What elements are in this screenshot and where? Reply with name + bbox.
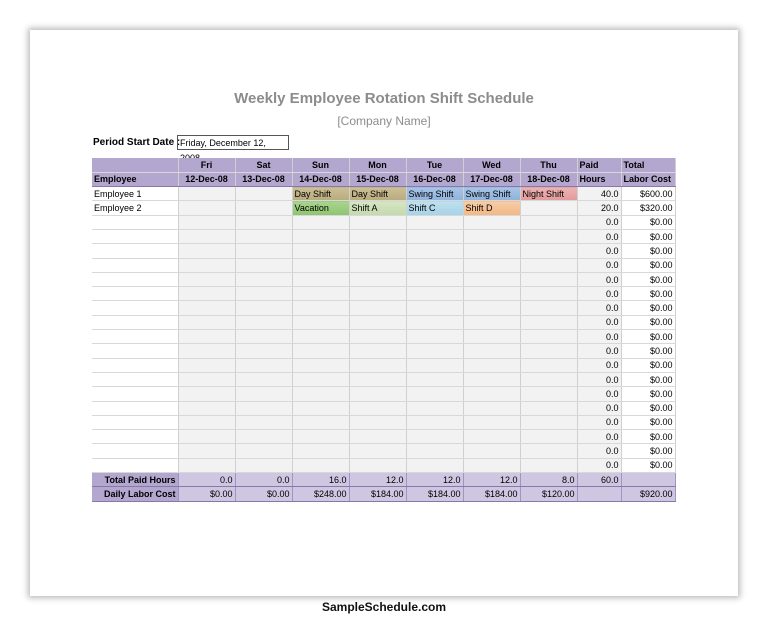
labor-cost-cell[interactable]: $0.00 <box>621 215 675 229</box>
shift-cell[interactable] <box>520 215 577 229</box>
shift-cell[interactable] <box>406 287 463 301</box>
shift-cell[interactable] <box>349 258 406 272</box>
shift-cell[interactable] <box>235 401 292 415</box>
shift-cell[interactable]: Day Shift <box>292 187 349 201</box>
labor-cost-cell[interactable]: $0.00 <box>621 444 675 458</box>
shift-cell[interactable]: Vacation <box>292 201 349 215</box>
shift-cell[interactable] <box>406 358 463 372</box>
paid-hours-cell[interactable]: 20.0 <box>577 201 621 215</box>
paid-hours-cell[interactable]: 0.0 <box>577 258 621 272</box>
shift-cell[interactable] <box>178 258 235 272</box>
shift-cell[interactable] <box>406 315 463 329</box>
shift-cell[interactable] <box>463 244 520 258</box>
date-header: 17-Dec-08 <box>463 172 520 186</box>
shift-cell[interactable] <box>178 330 235 344</box>
shift-cell[interactable] <box>406 301 463 315</box>
shift-cell[interactable] <box>520 258 577 272</box>
schedule-rows <box>92 187 675 473</box>
employee-name-cell[interactable] <box>92 215 178 229</box>
shift-cell[interactable] <box>349 315 406 329</box>
shift-cell[interactable] <box>463 215 520 229</box>
company-name: [Company Name] <box>337 114 431 128</box>
shift-cell[interactable] <box>178 201 235 215</box>
shift-cell[interactable] <box>178 344 235 358</box>
shift-cell[interactable] <box>178 401 235 415</box>
shift-cell[interactable] <box>178 458 235 472</box>
shift-cell[interactable] <box>292 430 349 444</box>
paid-hours-cell[interactable]: 0.0 <box>577 444 621 458</box>
employee-name-cell[interactable] <box>92 415 178 429</box>
shift-cell[interactable] <box>349 229 406 243</box>
table-row <box>92 458 675 472</box>
shift-cell[interactable] <box>520 344 577 358</box>
shift-cell[interactable] <box>292 358 349 372</box>
shift-cell[interactable] <box>178 215 235 229</box>
daily-cost-cell[interactable]: $184.00 <box>349 487 406 501</box>
shift-cell[interactable] <box>406 458 463 472</box>
date-header: 16-Dec-08 <box>406 172 463 186</box>
day-header: Fri <box>178 158 235 172</box>
schedule-table <box>92 158 676 502</box>
daily-cost-cell[interactable]: $184.00 <box>463 487 520 501</box>
daily-hours-cell[interactable]: 12.0 <box>406 473 463 487</box>
shift-cell[interactable] <box>235 430 292 444</box>
shift-cell[interactable] <box>349 430 406 444</box>
shift-cell[interactable] <box>406 258 463 272</box>
date-header: 13-Dec-08 <box>235 172 292 186</box>
shift-cell[interactable] <box>178 415 235 429</box>
period-start-label: Period Start Date : <box>93 137 181 148</box>
shift-cell[interactable] <box>406 215 463 229</box>
total-paid-hours-row <box>92 473 675 487</box>
daily-hours-cell[interactable]: 0.0 <box>235 473 292 487</box>
shift-cell[interactable] <box>463 458 520 472</box>
shift-cell[interactable] <box>520 387 577 401</box>
shift-cell[interactable] <box>406 344 463 358</box>
shift-cell[interactable] <box>235 458 292 472</box>
date-header: 18-Dec-08 <box>520 172 577 186</box>
table-row <box>92 287 675 301</box>
total-cost-cell[interactable]: $920.00 <box>621 487 675 501</box>
shift-cell[interactable] <box>178 301 235 315</box>
total-hours-cell[interactable]: 60.0 <box>577 473 621 487</box>
shift-cell[interactable] <box>406 244 463 258</box>
shift-cell[interactable] <box>463 344 520 358</box>
table-row <box>92 387 675 401</box>
shift-cell[interactable] <box>520 287 577 301</box>
paid-hours-cell[interactable]: 0.0 <box>577 415 621 429</box>
employee-header: Employee <box>92 172 178 186</box>
paid-hours-cell[interactable]: 0.0 <box>577 272 621 286</box>
table-row <box>92 415 675 429</box>
shift-cell[interactable] <box>406 272 463 286</box>
labor-cost-cell[interactable]: $0.00 <box>621 372 675 386</box>
shift-cell[interactable] <box>235 229 292 243</box>
table-row <box>92 215 675 229</box>
paid-hours-cell[interactable]: 0.0 <box>577 387 621 401</box>
shift-cell[interactable]: Shift C <box>406 201 463 215</box>
shift-cell[interactable] <box>235 258 292 272</box>
table-row <box>92 244 675 258</box>
shift-cell[interactable] <box>349 415 406 429</box>
employee-name-cell[interactable] <box>92 372 178 386</box>
shift-cell[interactable]: Night Shift <box>520 187 577 201</box>
shift-cell[interactable] <box>235 344 292 358</box>
paid-hours-cell[interactable]: 0.0 <box>577 458 621 472</box>
paid-hours-cell[interactable]: 0.0 <box>577 229 621 243</box>
labor-cost-cell[interactable]: $0.00 <box>621 229 675 243</box>
paid-hours-cell[interactable]: 0.0 <box>577 358 621 372</box>
shift-cell[interactable] <box>292 272 349 286</box>
labor-cost-cell[interactable]: $320.00 <box>621 201 675 215</box>
shift-cell[interactable] <box>235 315 292 329</box>
shift-cell[interactable] <box>520 458 577 472</box>
shift-cell[interactable] <box>178 244 235 258</box>
shift-cell[interactable] <box>406 372 463 386</box>
shift-cell[interactable]: Swing Shift <box>463 187 520 201</box>
employee-name-cell[interactable] <box>92 229 178 243</box>
shift-cell[interactable] <box>406 415 463 429</box>
employee-name-cell[interactable] <box>92 458 178 472</box>
shift-cell[interactable] <box>292 444 349 458</box>
employee-name-cell[interactable] <box>92 287 178 301</box>
table-row <box>92 330 675 344</box>
daily-labor-cost-row <box>92 487 675 501</box>
daily-hours-cell[interactable]: 0.0 <box>178 473 235 487</box>
shift-cell[interactable] <box>349 387 406 401</box>
day-header: Tue <box>406 158 463 172</box>
shift-cell[interactable] <box>235 444 292 458</box>
shift-cell[interactable] <box>292 387 349 401</box>
shift-cell[interactable] <box>349 330 406 344</box>
table-row <box>92 258 675 272</box>
shift-cell[interactable] <box>406 444 463 458</box>
labor-cost-cell[interactable]: $0.00 <box>621 330 675 344</box>
paid-hours-cell[interactable]: 0.0 <box>577 315 621 329</box>
paid-hours-cell[interactable]: 0.0 <box>577 344 621 358</box>
daily-cost-cell[interactable]: $184.00 <box>406 487 463 501</box>
employee-header-blank <box>92 158 178 172</box>
shift-cell[interactable] <box>235 215 292 229</box>
shift-cell[interactable] <box>292 344 349 358</box>
shift-cell[interactable] <box>463 401 520 415</box>
table-row <box>92 201 675 215</box>
labor-cost-cell[interactable]: $0.00 <box>621 315 675 329</box>
paid-hours-cell[interactable]: 0.0 <box>577 401 621 415</box>
shift-cell[interactable] <box>349 301 406 315</box>
shift-cell[interactable] <box>463 387 520 401</box>
shift-cell[interactable] <box>235 244 292 258</box>
shift-cell[interactable] <box>178 430 235 444</box>
labor-cost-cell[interactable]: $0.00 <box>621 287 675 301</box>
labor-cost-cell[interactable]: $0.00 <box>621 301 675 315</box>
schedule-title: Weekly Employee Rotation Shift Schedule <box>234 90 534 107</box>
paid-hours-cell[interactable]: 0.0 <box>577 287 621 301</box>
shift-cell[interactable] <box>463 287 520 301</box>
shift-cell[interactable] <box>463 330 520 344</box>
shift-cell[interactable] <box>349 244 406 258</box>
shift-cell[interactable] <box>463 358 520 372</box>
shift-cell[interactable] <box>349 215 406 229</box>
daily-cost-cell[interactable]: $0.00 <box>235 487 292 501</box>
employee-name-cell[interactable] <box>92 387 178 401</box>
date-header: 12-Dec-08 <box>178 172 235 186</box>
daily-hours-cell[interactable]: 8.0 <box>520 473 577 487</box>
period-start-input[interactable]: Friday, December 12, <box>177 135 289 150</box>
blank-total-cell[interactable] <box>577 487 621 501</box>
table-row <box>92 187 675 201</box>
labor-cost-cell[interactable]: $0.00 <box>621 430 675 444</box>
shift-cell[interactable] <box>292 372 349 386</box>
shift-cell[interactable] <box>235 358 292 372</box>
shift-cell[interactable] <box>520 430 577 444</box>
table-row <box>92 344 675 358</box>
shift-cell[interactable] <box>463 444 520 458</box>
shift-cell[interactable] <box>463 430 520 444</box>
shift-cell[interactable] <box>178 372 235 386</box>
table-row <box>92 358 675 372</box>
shift-cell[interactable] <box>235 415 292 429</box>
labor-cost-cell[interactable]: $0.00 <box>621 358 675 372</box>
blank-total-cell[interactable] <box>621 473 675 487</box>
shift-cell[interactable] <box>520 358 577 372</box>
shift-cell[interactable] <box>463 315 520 329</box>
shift-cell[interactable] <box>463 258 520 272</box>
table-row <box>92 401 675 415</box>
shift-cell[interactable] <box>292 401 349 415</box>
employee-name-cell[interactable] <box>92 244 178 258</box>
labor-cost-cell[interactable]: $0.00 <box>621 415 675 429</box>
daily-hours-cell[interactable]: 16.0 <box>292 473 349 487</box>
shift-cell[interactable] <box>292 301 349 315</box>
labor-cost-cell[interactable]: $0.00 <box>621 387 675 401</box>
employee-name-cell[interactable] <box>92 258 178 272</box>
shift-cell[interactable] <box>520 401 577 415</box>
shift-cell[interactable] <box>463 272 520 286</box>
shift-cell[interactable] <box>235 330 292 344</box>
employee-name-cell[interactable] <box>92 344 178 358</box>
shift-cell[interactable]: Shift A <box>349 201 406 215</box>
table-row <box>92 301 675 315</box>
day-header: Mon <box>349 158 406 172</box>
shift-cell[interactable]: Swing Shift <box>406 187 463 201</box>
employee-name-cell[interactable] <box>92 301 178 315</box>
day-header: Thu <box>520 158 577 172</box>
paid-hours-header: Paid <box>577 158 621 172</box>
shift-cell[interactable] <box>520 229 577 243</box>
shift-cell[interactable] <box>406 229 463 243</box>
shift-cell[interactable] <box>292 458 349 472</box>
day-header: Wed <box>463 158 520 172</box>
paid-hours-cell[interactable]: 0.0 <box>577 215 621 229</box>
shift-cell[interactable] <box>178 444 235 458</box>
shift-cell[interactable] <box>349 401 406 415</box>
table-row <box>92 430 675 444</box>
shift-cell[interactable] <box>235 387 292 401</box>
paid-hours-cell[interactable]: 0.0 <box>577 330 621 344</box>
shift-cell[interactable] <box>235 187 292 201</box>
shift-cell[interactable] <box>406 430 463 444</box>
shift-cell[interactable] <box>520 444 577 458</box>
shift-cell[interactable] <box>463 372 520 386</box>
employee-name-cell[interactable]: Employee 1 <box>92 187 178 201</box>
shift-cell[interactable] <box>178 272 235 286</box>
employee-name-cell[interactable] <box>92 315 178 329</box>
shift-cell[interactable] <box>520 315 577 329</box>
shift-cell[interactable] <box>349 372 406 386</box>
shift-cell[interactable] <box>292 229 349 243</box>
shift-cell[interactable] <box>292 215 349 229</box>
paid-hours-cell[interactable]: 0.0 <box>577 301 621 315</box>
employee-name-cell[interactable] <box>92 430 178 444</box>
shift-cell[interactable] <box>463 415 520 429</box>
shift-cell[interactable] <box>520 330 577 344</box>
total-paid-hours-label: Total Paid Hours <box>92 473 178 487</box>
labor-cost-cell[interactable]: $0.00 <box>621 244 675 258</box>
shift-cell[interactable] <box>349 272 406 286</box>
shift-cell[interactable] <box>292 330 349 344</box>
shift-cell[interactable] <box>178 229 235 243</box>
labor-cost-cell[interactable]: $0.00 <box>621 344 675 358</box>
daily-hours-cell[interactable]: 12.0 <box>463 473 520 487</box>
shift-cell[interactable] <box>349 287 406 301</box>
shift-cell[interactable] <box>292 287 349 301</box>
shift-cell[interactable] <box>235 372 292 386</box>
shift-cell[interactable] <box>292 315 349 329</box>
labor-cost-cell[interactable]: $0.00 <box>621 401 675 415</box>
shift-cell[interactable]: Shift D <box>463 201 520 215</box>
employee-name-cell[interactable] <box>92 444 178 458</box>
table-row <box>92 315 675 329</box>
shift-cell[interactable] <box>463 229 520 243</box>
shift-cell[interactable] <box>349 458 406 472</box>
daily-cost-cell[interactable]: $120.00 <box>520 487 577 501</box>
employee-name-cell[interactable]: Employee 2 <box>92 201 178 215</box>
labor-cost-cell[interactable]: $0.00 <box>621 272 675 286</box>
paid-hours-header-2: Hours <box>577 172 621 186</box>
shift-cell[interactable] <box>520 201 577 215</box>
paid-hours-cell[interactable]: 0.0 <box>577 372 621 386</box>
shift-cell[interactable] <box>520 372 577 386</box>
daily-hours-cell[interactable]: 12.0 <box>349 473 406 487</box>
shift-cell[interactable] <box>406 330 463 344</box>
shift-cell[interactable] <box>292 415 349 429</box>
date-header: 15-Dec-08 <box>349 172 406 186</box>
daily-cost-cell[interactable]: $248.00 <box>292 487 349 501</box>
table-row <box>92 272 675 286</box>
employee-name-cell[interactable] <box>92 401 178 415</box>
shift-cell[interactable]: Day Shift <box>349 187 406 201</box>
daily-cost-cell[interactable]: $0.00 <box>178 487 235 501</box>
total-cost-header-2: Labor Cost <box>621 172 675 186</box>
table-row <box>92 372 675 386</box>
shift-cell[interactable] <box>349 344 406 358</box>
table-row <box>92 229 675 243</box>
day-header: Sun <box>292 158 349 172</box>
labor-cost-cell[interactable]: $600.00 <box>621 187 675 201</box>
footer-site-name: SampleSchedule.com <box>321 600 447 614</box>
date-header: 14-Dec-08 <box>292 172 349 186</box>
shift-cell[interactable] <box>178 187 235 201</box>
shift-cell[interactable] <box>520 301 577 315</box>
total-cost-header: Total <box>621 158 675 172</box>
shift-cell[interactable] <box>349 358 406 372</box>
paid-hours-cell[interactable]: 0.0 <box>577 430 621 444</box>
daily-labor-cost-label: Daily Labor Cost <box>92 487 178 501</box>
shift-cell[interactable] <box>235 201 292 215</box>
employee-name-cell[interactable] <box>92 272 178 286</box>
shift-cell[interactable] <box>406 401 463 415</box>
paid-hours-cell[interactable]: 40.0 <box>577 187 621 201</box>
shift-cell[interactable] <box>178 358 235 372</box>
employee-name-cell[interactable] <box>92 330 178 344</box>
paid-hours-cell[interactable]: 0.0 <box>577 244 621 258</box>
shift-cell[interactable] <box>520 244 577 258</box>
shift-cell[interactable] <box>520 272 577 286</box>
shift-cell[interactable] <box>178 315 235 329</box>
shift-cell[interactable] <box>235 287 292 301</box>
shift-cell[interactable] <box>292 244 349 258</box>
labor-cost-cell[interactable]: $0.00 <box>621 258 675 272</box>
shift-cell[interactable] <box>406 387 463 401</box>
shift-cell[interactable] <box>292 258 349 272</box>
shift-cell[interactable] <box>178 387 235 401</box>
labor-cost-cell[interactable]: $0.00 <box>621 458 675 472</box>
shift-cell[interactable] <box>235 272 292 286</box>
shift-cell[interactable] <box>349 444 406 458</box>
shift-cell[interactable] <box>178 287 235 301</box>
shift-cell[interactable] <box>520 415 577 429</box>
shift-cell[interactable] <box>235 301 292 315</box>
day-header: Sat <box>235 158 292 172</box>
shift-cell[interactable] <box>463 301 520 315</box>
employee-name-cell[interactable] <box>92 358 178 372</box>
table-row <box>92 444 675 458</box>
